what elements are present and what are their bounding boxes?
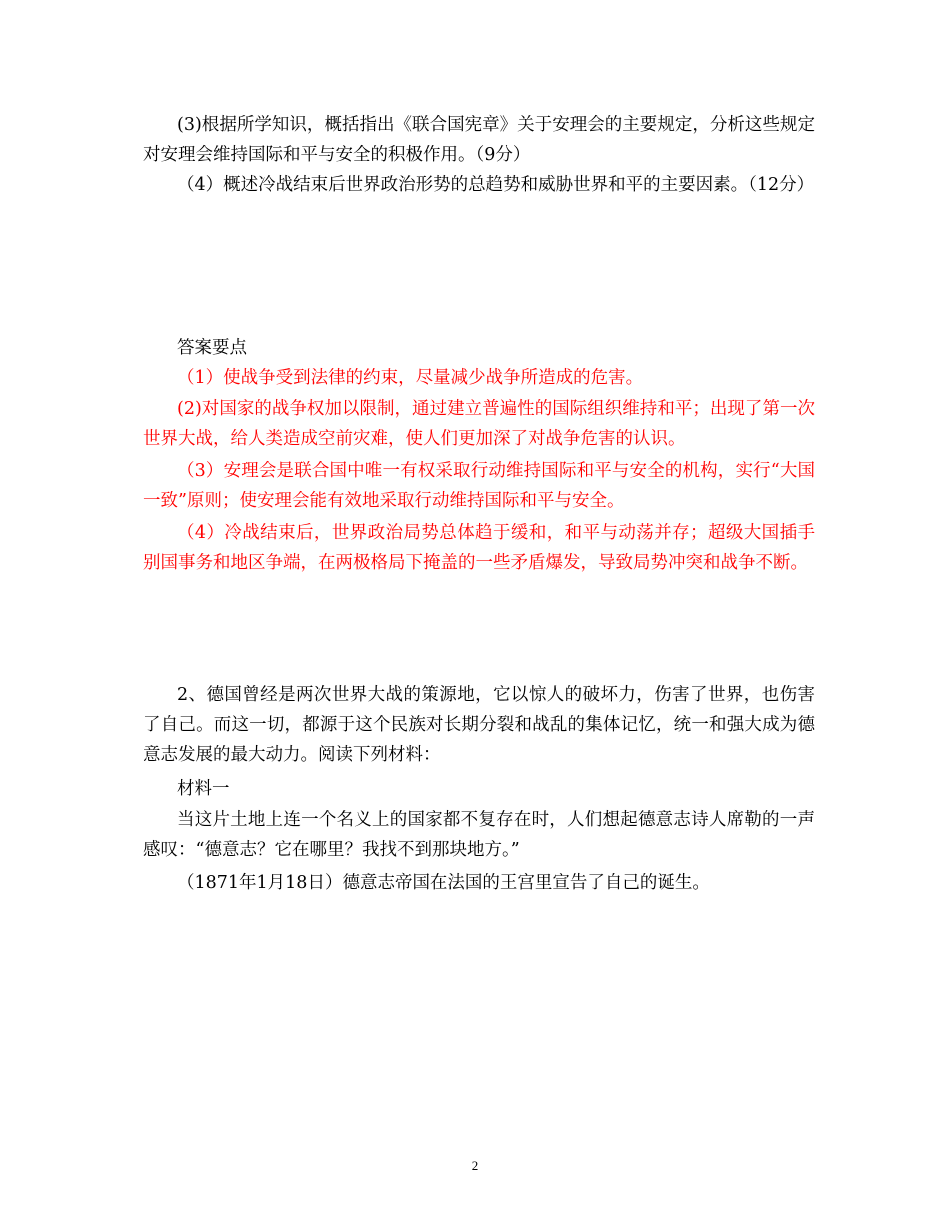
answer-1: （1）使战争受到法律的约束，尽量减少战争所造成的危害。: [177, 368, 644, 388]
page-number: 2: [471, 1158, 479, 1173]
answer-4: （4）冷战结束后，世界政治局势总体趋于缓和，和平与动荡并存；超级大国插手别国事务和地区争端，在两极格局下掩盖的一些矛盾爆发，导致局势冲突和战争不断。: [143, 523, 815, 573]
answer-heading: 答案要点: [177, 338, 247, 358]
question-2-intro: 2、德国曾经是两次世界大战的策源地，它以惊人的破坏力，伤害了世界，也伤害了自己。而这一切，都源于这个民族对长期分裂和战乱的集体记忆，统一和强大成为德意志发展的最大动力。阅读下列材料：: [143, 685, 815, 765]
question-4: （4）概述冷战结束后世界政治形势的总趋势和威胁世界和平的主要因素。（12分）: [177, 175, 815, 195]
material-label: 材料一: [177, 779, 230, 799]
material-text: 当这片土地上连一个名义上的国家都不复存在时，人们想起德意志诗人席勒的一声感叹：“德意志？它在哪里？我找不到那块地方。”: [143, 810, 815, 860]
answer-3: （3）安理会是联合国中唯一有权采取行动维持国际和平与安全的机构，实行“大国一致”原则；使安理会能有效地采取行动维持国际和平与安全。: [143, 461, 815, 511]
material-date: （1871年1月18日）德意志帝国在法国的王宫里宣告了自己的诞生。: [177, 873, 710, 893]
answer-2: (2)对国家的战争权加以限制，通过建立普遍性的国际组织维持和平；出现了第一次世界大战，给人类造成空前灾难，使人们更加深了对战争危害的认识。: [143, 399, 815, 449]
question-3: (3)根据所学知识，概括指出《联合国宪章》关于安理会的主要规定，分析这些规定对安理会维持国际和平与安全的积极作用。（9分）: [143, 115, 815, 165]
